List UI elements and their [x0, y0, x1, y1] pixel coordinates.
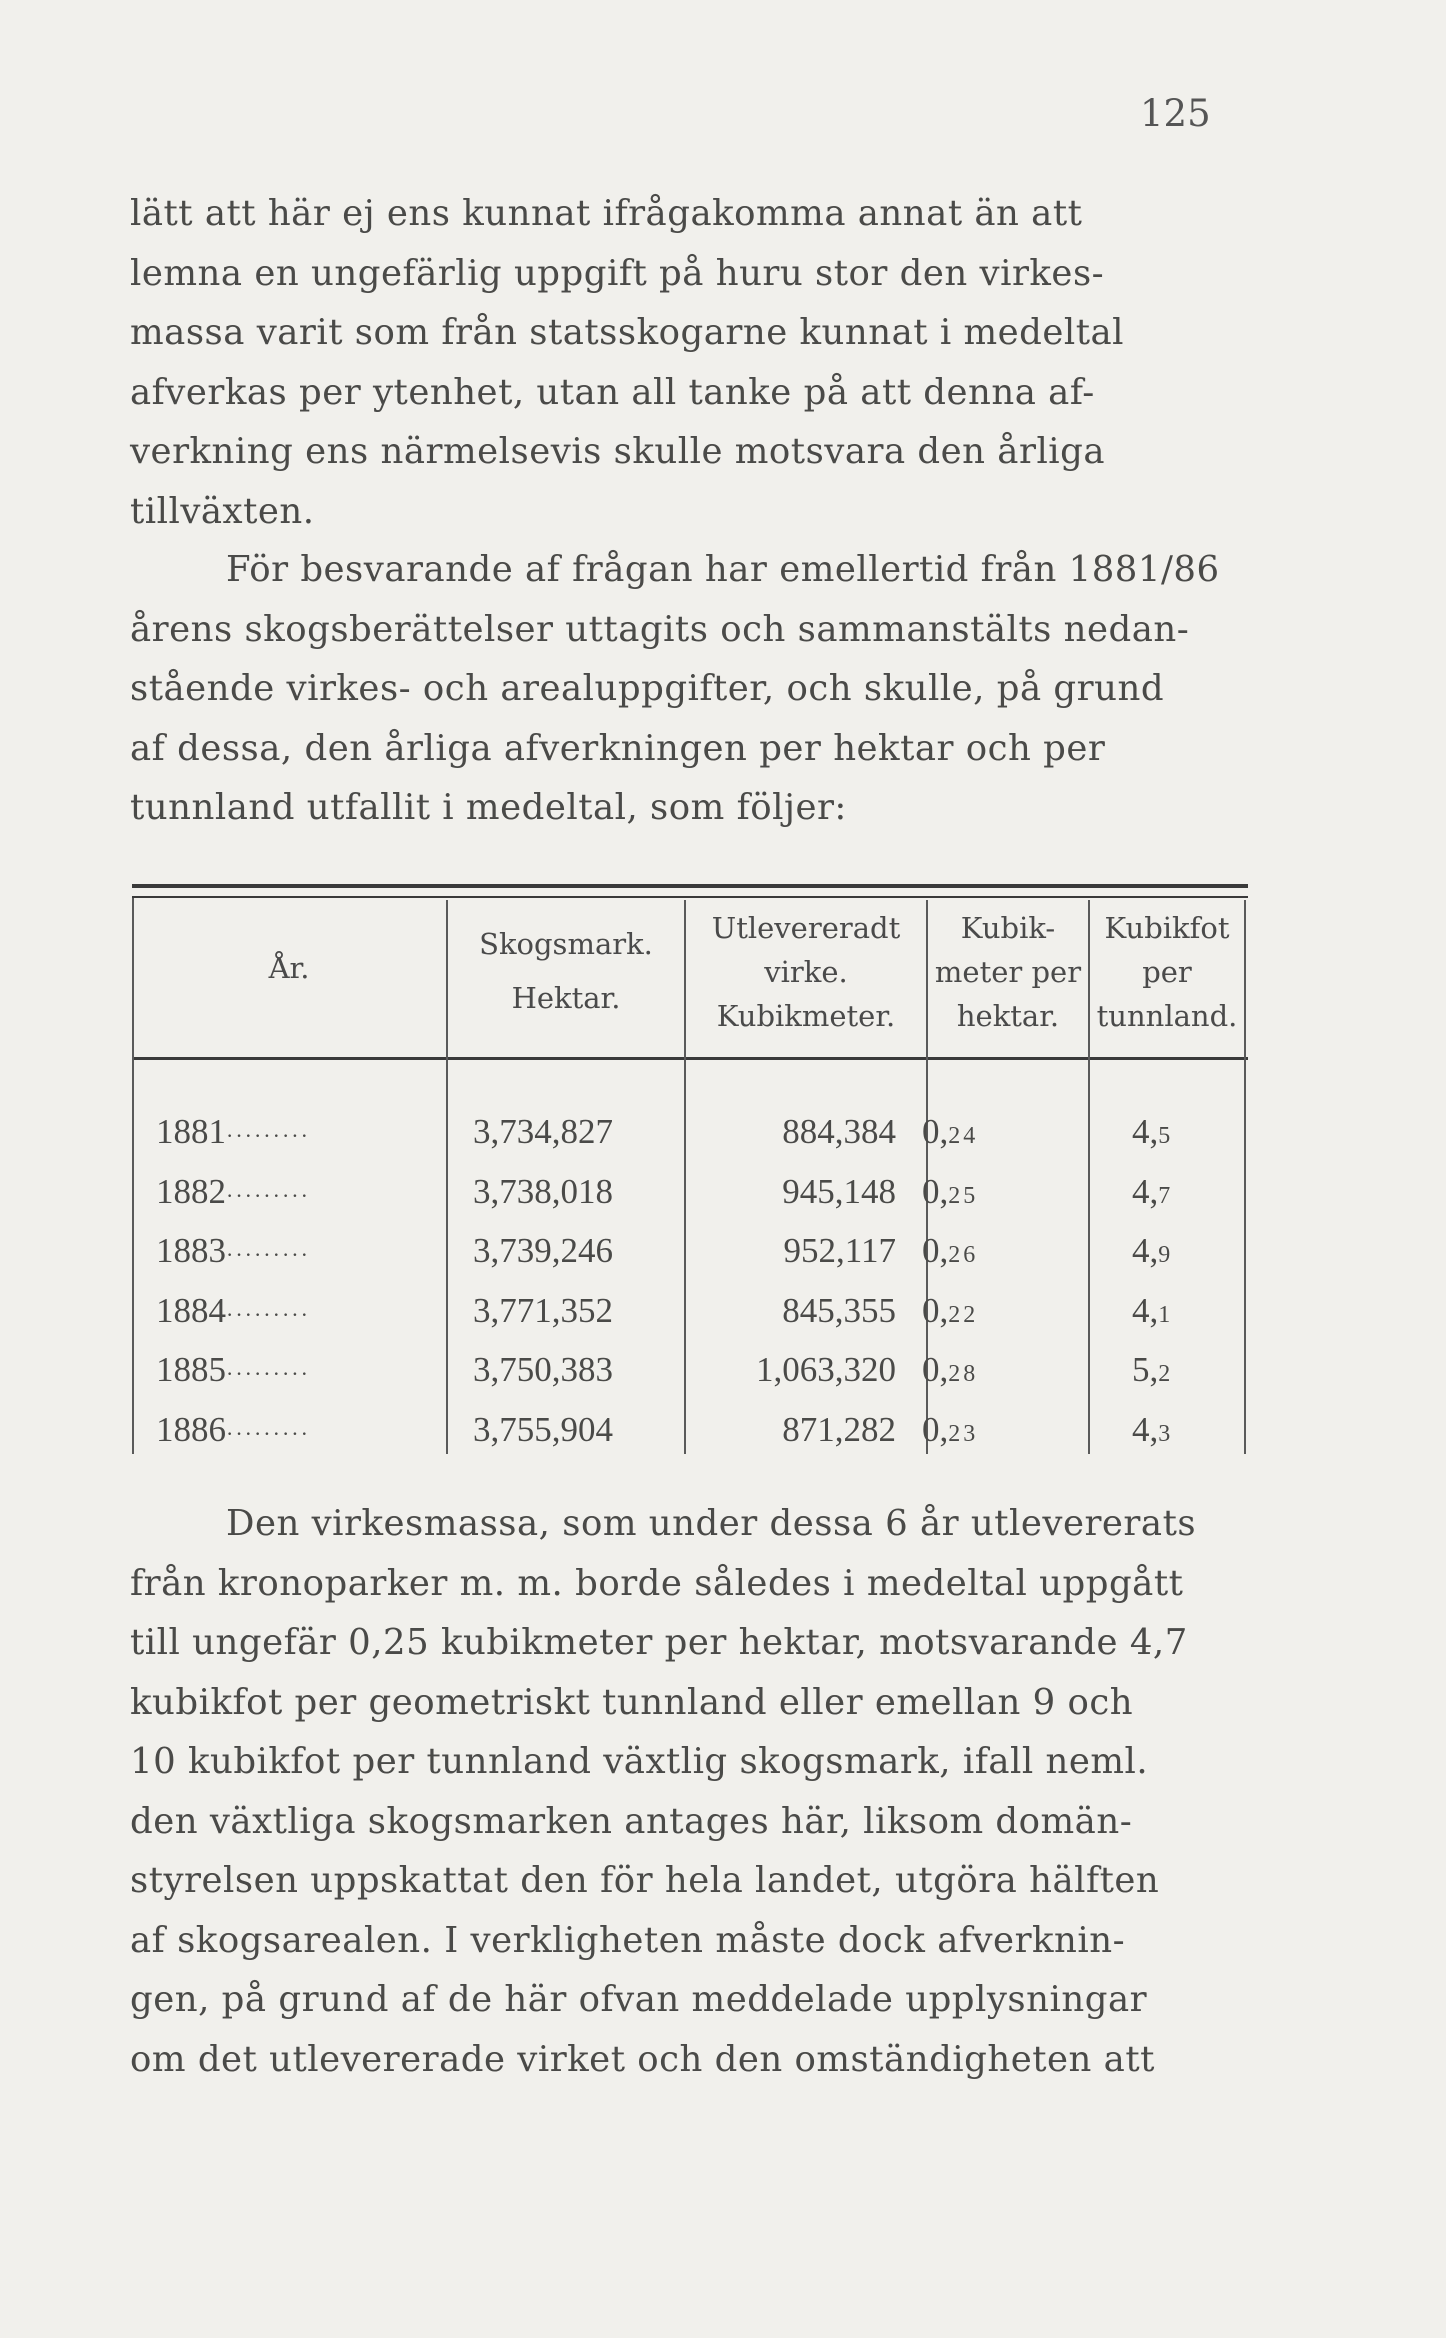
kubikmeter-cell: 0,23	[922, 1410, 979, 1449]
table-top-rule	[132, 884, 1248, 888]
text-line: af dessa, den årliga afverkningen per hektar och per	[130, 727, 1106, 769]
virke-cell: 952,117	[783, 1231, 896, 1270]
kubikmeter-cell: 0,22	[922, 1291, 979, 1330]
year-cell: 1884·········	[156, 1291, 310, 1330]
text-line: årens skogsberättelser uttagits och sammanstälts nedan-	[130, 608, 1190, 650]
text-line: 10 kubikfot per tunnland växtlig skogsmark, ifall neml.	[130, 1741, 1149, 1782]
year-cell: 1885·········	[156, 1350, 310, 1389]
kubikfot-cell: 4,9	[1132, 1231, 1174, 1270]
kubikfot-cell: 4,3	[1132, 1410, 1174, 1449]
text-line: den växtliga skogsmarken antages här, liksom domän-	[130, 1800, 1133, 1842]
year-cell: 1883·········	[156, 1231, 310, 1270]
text-line: kubikfot per geometriskt tunnland eller emellan 9 och	[130, 1681, 1134, 1723]
header-skogsmark: Skogsmark. Hektar.	[479, 927, 653, 1015]
text-line: massa varit som från statsskogarne kunnat i medeltal	[130, 312, 1125, 353]
paragraph-2	[130, 540, 1248, 838]
text-line: från kronoparker m. m. borde således i medeltal uppgått	[130, 1562, 1184, 1604]
paragraph-1	[130, 184, 1248, 541]
text-line: Den virkesmassa, som under dessa 6 år utlevererats	[226, 1503, 1197, 1544]
text-line: gen, på grund af de här ofvan meddelade upplysningar	[130, 1979, 1148, 2020]
header-utlevereradt: Utlevereradt virke. Kubikmeter.	[711, 911, 901, 1033]
virke-cell: 845,355	[782, 1291, 896, 1330]
skogsmark-cell: 3,771,352	[473, 1291, 613, 1330]
text-line: För besvarande af frågan har emellertid från 1881/86	[226, 549, 1220, 590]
skogsmark-cell: 3,738,018	[473, 1172, 613, 1211]
year-cell: 1882·········	[156, 1172, 310, 1211]
kubikfot-cell: 4,5	[1132, 1112, 1174, 1151]
virke-cell: 871,282	[782, 1410, 896, 1449]
text-line: styrelsen uppskattat den för hela landet, utgöra hälften	[130, 1860, 1160, 1901]
virke-cell: 884,384	[782, 1112, 896, 1151]
table-header-rule	[132, 1057, 1248, 1060]
kubikmeter-cell: 0,28	[922, 1350, 979, 1389]
text-line: till ungefär 0,25 kubikmeter per hektar, motsvarande 4,7	[130, 1622, 1188, 1663]
skogsmark-cell: 3,755,904	[473, 1410, 613, 1449]
text-line: verkning ens närmelsevis skulle motsvara den årliga	[130, 431, 1106, 472]
kubikfot-cell: 4,7	[1132, 1172, 1174, 1211]
virke-cell: 945,148	[782, 1172, 896, 1211]
text-line: lemna en ungefärlig uppgift på huru stor den virkes-	[130, 252, 1105, 294]
text-line: tunnland utfallit i medeltal, som följer:	[130, 787, 847, 828]
kubikmeter-cell: 0,25	[922, 1172, 979, 1211]
year-cell: 1881·········	[156, 1112, 310, 1151]
kubikmeter-cell: 0,26	[922, 1231, 979, 1270]
kubikfot-cell: 4,1	[1132, 1291, 1174, 1330]
header-kubikmeter-per-hektar: Kubik- meter per hektar.	[934, 911, 1082, 1033]
harvest-table	[132, 884, 1248, 1454]
skogsmark-cell: 3,750,383	[473, 1350, 613, 1389]
kubikmeter-cell: 0,24	[922, 1112, 979, 1151]
kubikfot-cell: 5,2	[1132, 1350, 1174, 1389]
text-line: tillväxten.	[130, 490, 315, 532]
year-cell: 1886·········	[156, 1410, 310, 1449]
paragraph-3	[130, 1494, 1248, 2089]
header-kubikfot-per-tunnland: Kubikfot per tunnland.	[1096, 911, 1238, 1033]
header-year: År.	[268, 951, 310, 985]
page-number: 125	[1140, 92, 1211, 135]
text-line: lätt att här ej ens kunnat ifrågakomma annat än att	[130, 193, 1083, 234]
text-line: afverkas per ytenhet, utan all tanke på att denna af-	[130, 371, 1095, 413]
table-top-rule-thin	[132, 896, 1248, 898]
skogsmark-cell: 3,734,827	[473, 1112, 613, 1151]
text-line: af skogsarealen. I verkligheten måste dock afverknin-	[130, 1919, 1126, 1961]
table-right-border	[1244, 900, 1246, 1454]
text-line: stående virkes- och arealuppgifter, och skulle, på grund	[130, 668, 1165, 709]
text-line: om det utlevererade virket och den omständigheten att	[130, 2038, 1155, 2080]
virke-cell: 1,063,320	[756, 1350, 896, 1389]
skogsmark-cell: 3,739,246	[473, 1231, 613, 1270]
